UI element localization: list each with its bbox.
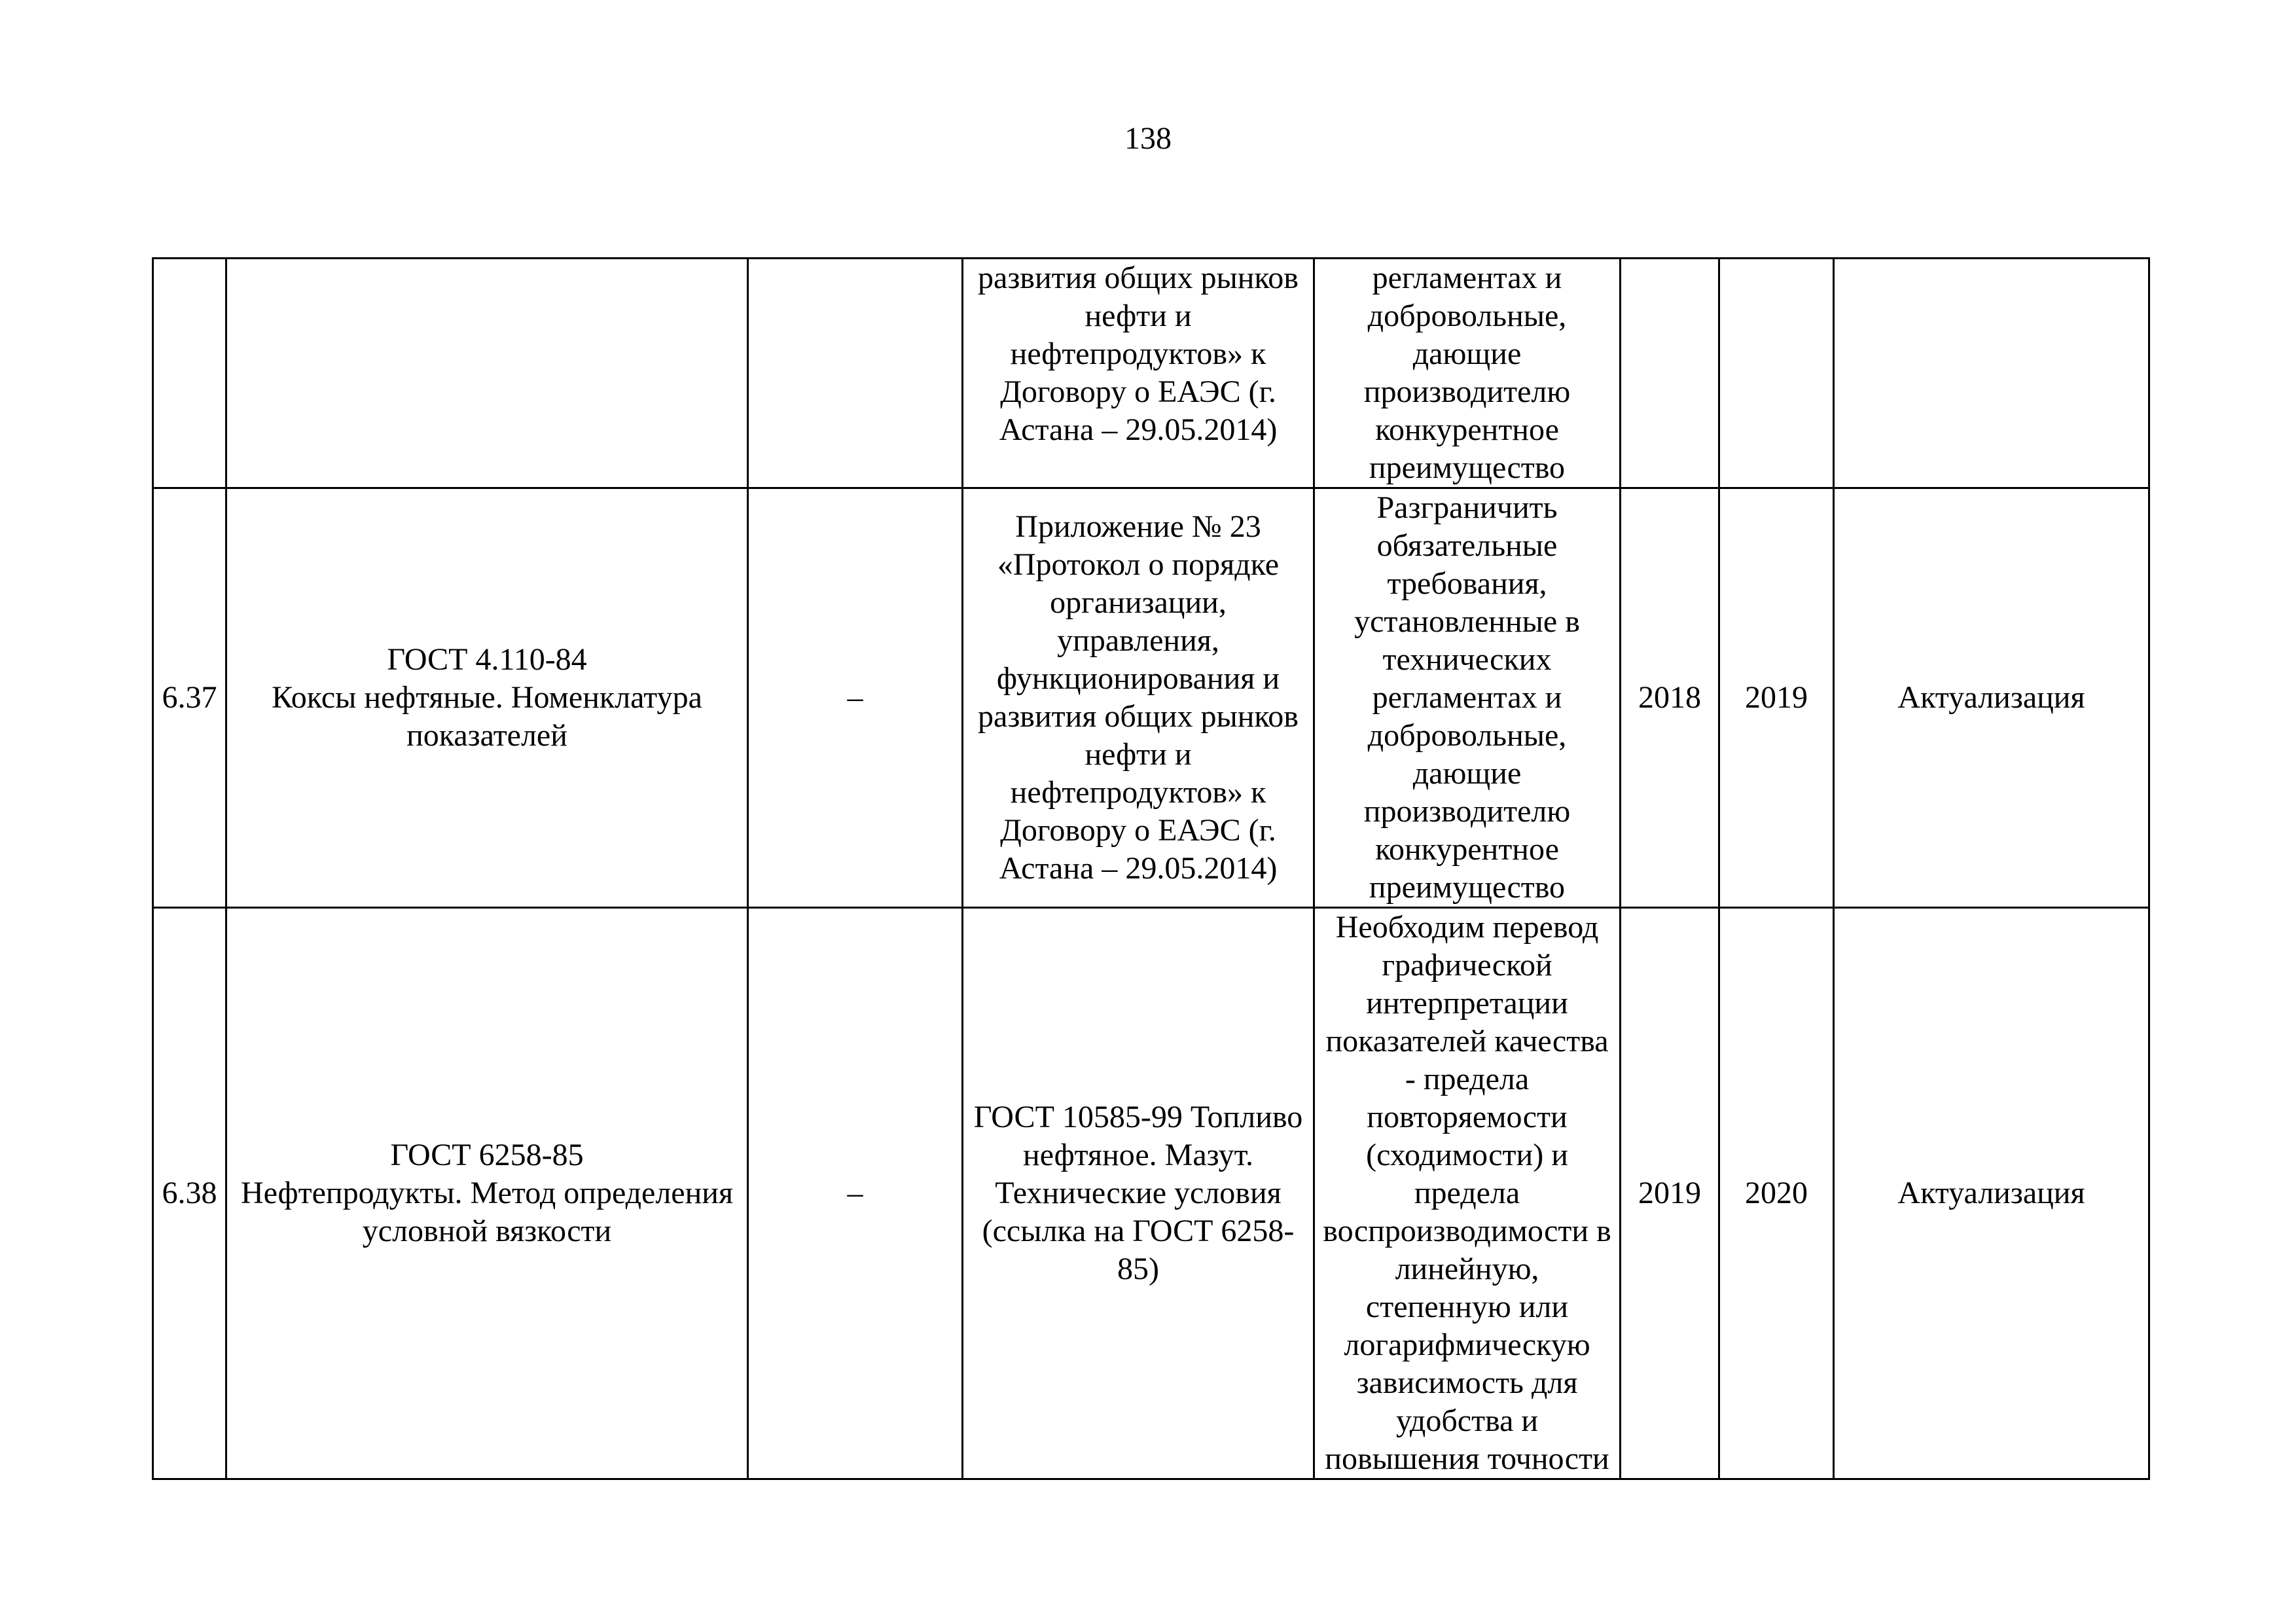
end-year-cell: 2019 (1719, 488, 1834, 908)
standard-cell: ГОСТ 4.110-84 Коксы нефтяные. Номенклатура показателей (226, 488, 748, 908)
action-cell: Актуализация (1834, 908, 2149, 1479)
row-number-cell: 6.38 (153, 908, 226, 1479)
page-number: 138 (1124, 121, 1172, 156)
replacement-cell: – (748, 488, 963, 908)
table-row (153, 259, 2149, 488)
end-year-cell: 2020 (1719, 908, 1834, 1479)
reference-cell: ГОСТ 10585-99 Топливо нефтяное. Мазут. Технические условия (ссылка на ГОСТ 6258- 85) (963, 908, 1314, 1479)
start-year-cell: 2018 (1621, 488, 1719, 908)
justification-cell: Необходим перевод графической интерпретации показателей качества - предела повторяемости (сходимости) и предела воспроизводимости в линейную, степенную или логарифмическую зависимость для удобства и повышения точности (1314, 908, 1621, 1479)
start-year-cell: 2019 (1621, 908, 1719, 1479)
replacement-cell (748, 259, 963, 488)
start-year-cell (1621, 259, 1719, 488)
action-cell (1834, 259, 2149, 488)
row-number-cell: 6.37 (153, 488, 226, 908)
row-number-cell (153, 259, 226, 488)
standards-table (152, 257, 2150, 1480)
justification-cell: Разграничить обязательные требования, установленные в технических регламентах и добровольные, дающие производителю конкурентное преимущество (1314, 488, 1621, 908)
standard-cell (226, 259, 748, 488)
replacement-cell: – (748, 908, 963, 1479)
table-row (153, 488, 2149, 908)
standard-cell: ГОСТ 6258-85 Нефтепродукты. Метод определения условной вязкости (226, 908, 748, 1479)
end-year-cell (1719, 259, 1834, 488)
action-cell: Актуализация (1834, 488, 2149, 908)
reference-cell: развития общих рынков нефти и нефтепродуктов» к Договору о ЕАЭС (г. Астана – 29.05.2014) (963, 259, 1314, 488)
justification-cell: регламентах и добровольные, дающие производителю конкурентное преимущество (1314, 259, 1621, 488)
reference-cell: Приложение № 23 «Протокол о порядке организации, управления, функционирования и развития общих рынков нефти и нефтепродуктов» к Договору о ЕАЭС (г. Астана – 29.05.2014) (963, 488, 1314, 908)
table-row (153, 908, 2149, 1479)
